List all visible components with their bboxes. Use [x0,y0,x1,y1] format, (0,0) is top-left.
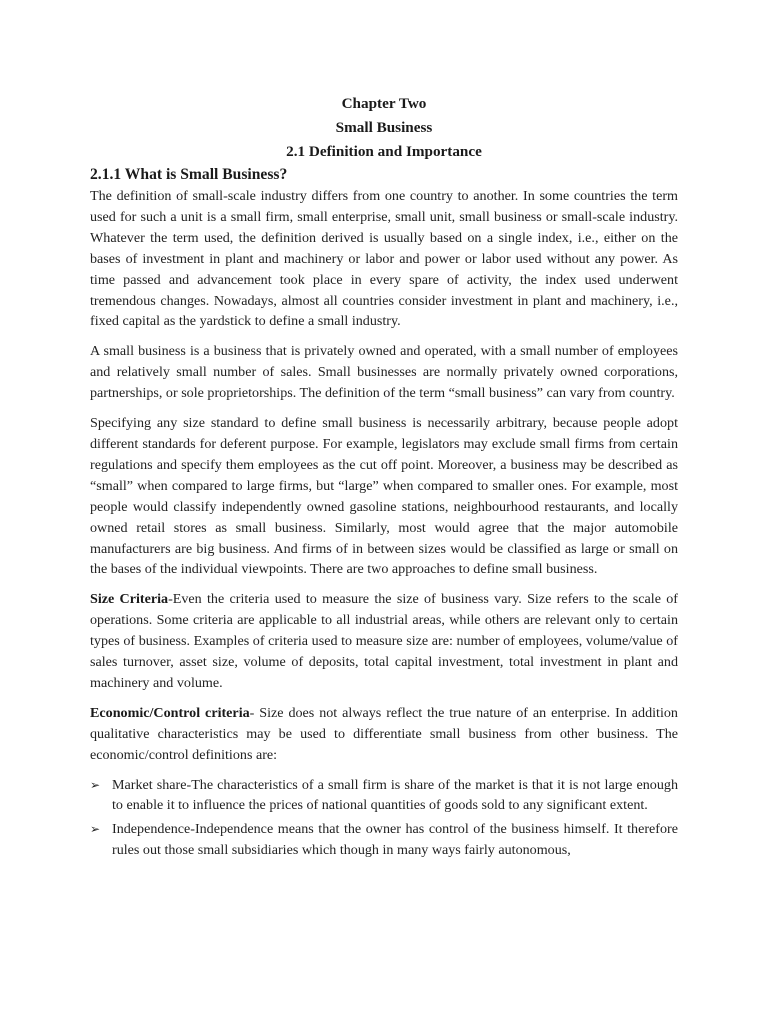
arrow-bullet-icon: ➢ [90,822,101,837]
list-item [90,819,678,861]
economic-criteria-term: Economic/Control criteria [90,704,250,721]
criteria-bullet-list [90,775,678,862]
arrow-bullet-icon: ➢ [90,777,101,792]
paragraph-definition: The definition of small-scale industry differs from one country to another. In some countries the term used for such a unit is a small firm, small enterprise, small unit, small business or small-scale industry. Whatever the term used, the definition derived is usually based on a single index, i.e., either on the bases of investment in plant and machinery or labor and power or labor used without any power. As time passed and advancement took place in every spare of activity, the index used underwent tremendous changes. Nowadays, almost all countries consider investment in plant and machinery, i.e., fixed capital as the yardstick to define a small industry. [90,188,678,330]
paragraph-economic-criteria [90,703,678,766]
bullet-market-share: Market share-The characteristics of a small firm is share of the market is that it is not large enough to enable it to influence the prices of national quantities of goods sold to any significant extent. [112,776,678,814]
bullet-independence: Independence-Independence means that the owner has control of the business himself. It therefore rules out those small subsidiaries which though in many ways fairly autonomous, [112,821,678,859]
subsection-heading: 2.1.1 What is Small Business? [90,166,288,183]
list-item [90,775,678,817]
document-page [90,92,678,864]
size-criteria-term: Size Criteria [90,591,169,608]
paragraph-size-criteria [90,589,678,694]
economic-criteria-text: - Size does not always reflect the true nature of an enterprise. In addition qualitative characteristics may be used to differentiate small business from other business. The economic/control definitions are: [90,704,678,763]
paragraph-small-business: A small business is a business that is privately owned and operated, with a small number of employees and relatively small number of sales. Small businesses are normally privately owned corporations, partnerships, or sole proprietorships. The definition of the term “small business” can vary from country. [90,343,678,402]
chapter-number: Chapter Two [341,95,427,112]
section-title: 2.1 Definition and Importance [286,143,482,160]
paragraph-size-standard: Specifying any size standard to define small business is necessarily arbitrary, because people adopt different standards for deferent purpose. For example, legislators may exclude small firms from certain regulations and specify them employees as the cut off point. Moreover, a business may be described as “small” when compared to large firms, but “large” when compared to smaller ones. For example, most people would classify independently owned gasoline stations, neighbourhood restaurants, and locally owned retail stores as small business. Similarly, most would agree that the major automobile manufacturers are big business. And firms of in between sizes would be classified as large or small on the bases of the individual viewpoints. There are two approaches to define small business. [90,415,678,578]
size-criteria-text: -Even the criteria used to measure the size of business vary. Size refers to the scale of operations. Some criteria are applicable to all industrial areas, while others are relevant only to certain types of business. Examples of criteria used to measure size are: number of employees, volume/value of sales turnover, asset size, volume of deposits, total capital investment, total investment in plant and machinery and volume. [90,591,678,691]
chapter-title: Small Business [335,119,433,136]
